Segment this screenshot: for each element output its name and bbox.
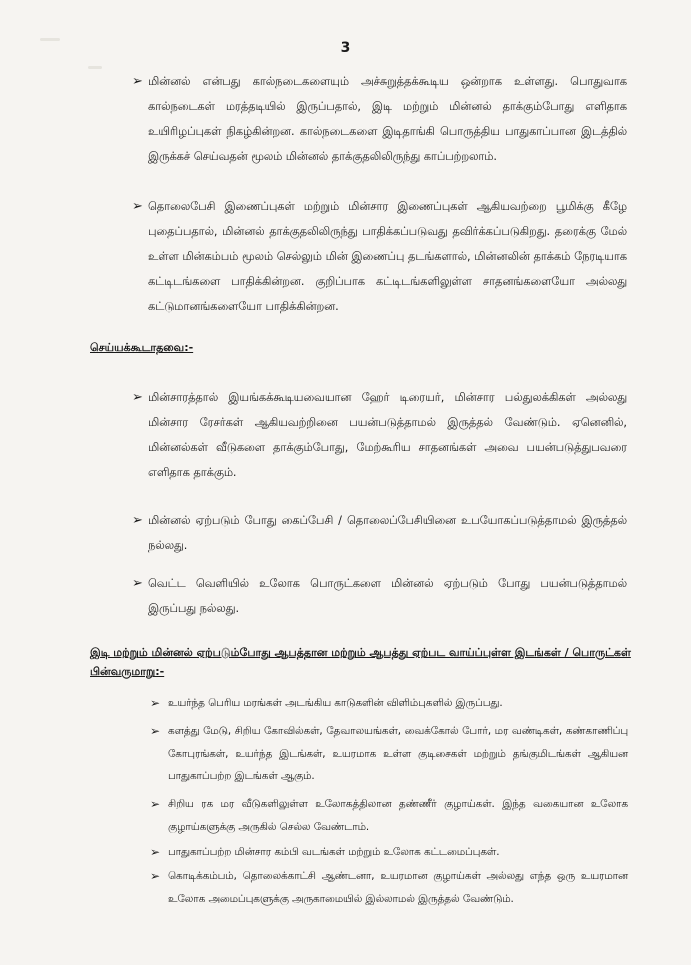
- bullet-paragraph: தொலைபேசி இணைப்புகள் மற்றும் மின்சார இணைப்புகள் ஆகியவற்றை பூமிக்கு கீழே புதைப்பதால், மின்னல் தாக்குதலிலிருந்து பாதிக்கப்படுவது தவிர்க்கப்படுகிறது. தரைக்கு மேல் உள்ள மின்கம்பம் மூலம் செல்லும் மின் இணைப்பு தடங்களால், மின்னலின் தாக்கம் நேரடியாக கட்டிடங்களை பாதிக்கின்றன. குறிப்பாக கட்டிடங்களிலுள்ள சாதனங்களையோ அல்லது கட்டுமானங்களையோ பாதிக்கின்றன.: [148, 200, 627, 313]
- page-number: 3: [340, 40, 351, 56]
- scan-mark: [88, 66, 102, 69]
- bullet-paragraph: கொடிக்கம்பம், தொலைக்காட்சி ஆண்டனா, உயரமான குழாய்கள் அல்லது எந்த ஒரு உயரமான உலோக அமைப்புகளுக்கு அருகாமையில் இல்லாமல் இருத்தல் வேண்டும்.: [168, 870, 628, 905]
- bullet-arrow-icon: ➢: [150, 797, 161, 811]
- section-heading: செய்யக்கூடாதவை:-: [90, 341, 194, 354]
- bullet-paragraph: மின்னல் என்பது கால்நடைகளையும் அச்சுறுத்தக்கூடிய ஒன்றாக உள்ளது. பொதுவாக கால்நடைகள் மரத்தடியில் இருப்பதால், இடி மற்றும் மின்னல் தாக்கும்போது எளிதாக உயிரிழப்புகள் நிகழ்கின்றன. கால்நடைகளை இடிதாங்கி பொருத்திய பாதுகாப்பான இடத்தில் இருக்கச் செய்வதன் மூலம் மின்னல் தாக்குதலிலிருந்து காப்பற்றலாம்.: [148, 75, 627, 163]
- bullet-arrow-icon: ➢: [150, 696, 161, 710]
- bullet-paragraph: வெட்ட வெளியில் உலோக பொருட்களை மின்னல் ஏற்படும் போது பயன்படுத்தாமல் இருப்பது நல்லது.: [148, 577, 627, 615]
- bullet-arrow-icon: ➢: [132, 576, 143, 591]
- bullet-arrow-icon: ➢: [132, 199, 143, 214]
- bullet-arrow-icon: ➢: [150, 724, 161, 738]
- bullet-arrow-icon: ➢: [150, 869, 161, 883]
- bullet-paragraph: மின்சாரத்தால் இயங்கக்கூடியவையான ஹேர் டிரையர், மின்சார பல்துலக்கிகள் அல்லது மின்சார ரேசர்கள் ஆகியவற்றினை பயன்படுத்தாமல் இருத்தல் வேண்டும். ஏனெனில், மின்னல்கள் வீடுகளை தாக்கும்போது, மேற்கூரிய சாதனங்கள் அவை பயன்படுத்துபவரை எளிதாக தாக்கும்.: [148, 391, 627, 479]
- bullet-arrow-icon: ➢: [132, 513, 143, 528]
- bullet-arrow-icon: ➢: [132, 390, 143, 405]
- bullet-paragraph: பாதுகாப்பற்ற மின்சார கம்பி வடங்கள் மற்றும் உலோக கட்டமைப்புகள்.: [168, 846, 500, 858]
- bullet-paragraph: மின்னல் ஏற்படும் போது கைப்பேசி / தொலைப்பேசியினை உபயோகப்படுத்தாமல் இருத்தல் நல்லது.: [148, 514, 627, 552]
- section-heading: இடி மற்றும் மின்னல் ஏற்படும்போது ஆபத்தான மற்றும் ஆபத்து ஏற்பட வாய்ப்புள்ள இடங்கள் / பொருட்கள் பின்வருமாறு:-: [90, 646, 631, 678]
- bullet-paragraph: உயர்ந்த பெரிய மரங்கள் அடங்கிய காடுகளின் விளிம்புகளில் இருப்பது.: [168, 697, 503, 709]
- bullet-arrow-icon: ➢: [150, 845, 161, 859]
- bullet-paragraph: களத்து மேடு, சிறிய கோவில்கள், தேவாலயங்கள், வைக்கோல் போர், மர வண்டிகள், கண்காணிப்பு கோபுரங்கள், உயர்ந்த இடங்கள், உயரமாக உள்ள குடிசைகள் மற்றும் தங்குமிடங்கள் ஆகியன பாதுகாப்பற்ற இடங்கள் ஆகும்.: [168, 725, 628, 782]
- bullet-arrow-icon: ➢: [132, 74, 143, 89]
- bullet-paragraph: சிறிய ரக மர வீடுகளிலுள்ள உலோகத்திலான தண்ணீர் குழாய்கள். இந்த வகையான உலோக குழாய்களுக்கு அருகில் செல்ல வேண்டாம்.: [168, 798, 628, 833]
